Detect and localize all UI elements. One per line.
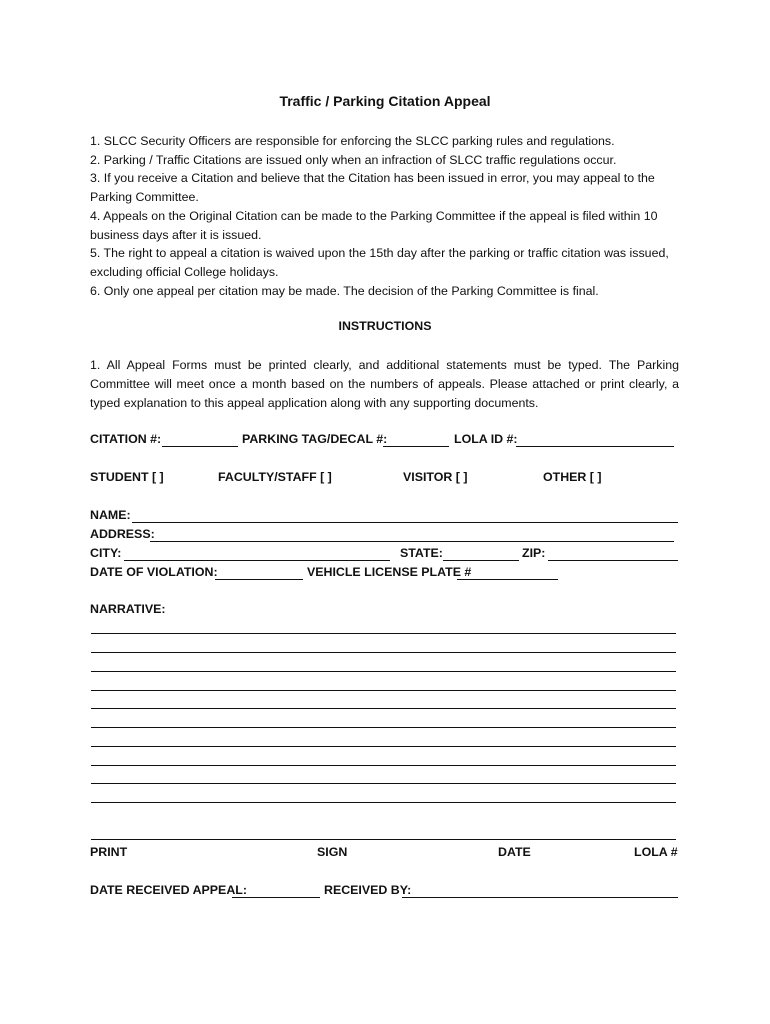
city-row [90,546,680,564]
received-by-label: RECEIVED BY: [324,883,412,897]
lola-id-field[interactable] [516,446,674,447]
address-field[interactable] [150,541,674,542]
rule-1: 1. SLCC Security Officers are responsible for enforcing the SLCC parking rules and regulations. [90,134,615,148]
lola-id-label: LOLA ID #: [454,432,518,446]
citation-field[interactable] [162,446,238,447]
instructions-heading: INSTRUCTIONS [338,319,432,333]
date-label: DATE [498,845,531,859]
parking-tag-label: PARKING TAG/DECAL #: [242,432,388,446]
visitor-checkbox[interactable]: VISITOR [ ] [403,470,468,484]
rule-5: 5. The right to appeal a citation is waived upon the 15th day after the parking or traffic citation was issued, excluding official College holidays. [90,246,669,279]
print-label: PRINT [90,845,128,859]
signature-line[interactable] [91,839,676,840]
narrative-line-9[interactable] [91,783,676,784]
zip-label: ZIP: [522,546,546,560]
narrative-line-4[interactable] [91,690,676,691]
narrative-line-5[interactable] [91,708,676,709]
instructions-text: 1. All Appeal Forms must be printed clearly, and additional statements must be typed. The Parking Committee will meet once a month based on the numbers of appeals. Please attached or print clearly, a typed explanation to this appeal application along with any supporting documents. [90,358,679,410]
narrative-line-7[interactable] [91,746,676,747]
vehicle-plate-label: VEHICLE LICENSE PLATE # [307,565,472,579]
citation-label: CITATION #: [90,432,162,446]
address-row [90,527,680,545]
citation-row [90,432,680,450]
received-by-field[interactable] [402,897,678,898]
city-label: CITY: [90,546,122,560]
narrative-line-8[interactable] [91,765,676,766]
violation-row [90,565,680,583]
vehicle-plate-field[interactable] [457,579,558,580]
date-of-violation-field[interactable] [215,579,303,580]
parking-tag-field[interactable] [383,446,449,447]
affiliation-row [90,470,680,488]
other-checkbox[interactable]: OTHER [ ] [543,470,602,484]
name-row [90,508,680,526]
date-received-label: DATE RECEIVED APPEAL: [90,883,247,897]
student-checkbox[interactable]: STUDENT [ ] [90,470,164,484]
narrative-row [90,602,680,620]
city-field[interactable] [124,560,390,561]
name-field[interactable] [132,522,678,523]
narrative-line-2[interactable] [91,652,676,653]
state-field[interactable] [443,560,519,561]
signature-labels-row [90,845,680,863]
name-label: NAME: [90,508,131,522]
rule-2: 2. Parking / Traffic Citations are issued only when an infraction of SLCC traffic regulations occur. [90,152,617,167]
narrative-line-1[interactable] [91,633,676,634]
date-received-field[interactable] [232,897,320,898]
sign-label: SIGN [317,845,348,859]
rules-list [90,132,680,300]
narrative-line-3[interactable] [91,671,676,672]
narrative-line-6[interactable] [91,727,676,728]
date-of-violation-label: DATE OF VIOLATION: [90,565,218,579]
narrative-line-10[interactable] [91,802,676,803]
state-label: STATE: [400,546,443,560]
rule-3: 3. If you receive a Citation and believe that the Citation has been issued in error, you may appeal to the Parking Committee. [90,171,655,205]
form-title: Traffic / Parking Citation Appeal [279,93,491,109]
zip-field[interactable] [548,560,678,561]
narrative-label: NARRATIVE: [90,602,166,616]
lola-number-label: LOLA # [634,845,678,859]
office-use-row [90,883,680,901]
address-label: ADDRESS: [90,527,155,541]
rule-6: 6. Only one appeal per citation may be made. The decision of the Parking Committee is final. [90,283,599,298]
faculty-staff-checkbox[interactable]: FACULTY/STAFF [ ] [218,470,332,484]
rule-4: 4. Appeals on the Original Citation can be made to the Parking Committee if the appeal is filed within 10 business days after it is issued. [90,208,658,242]
